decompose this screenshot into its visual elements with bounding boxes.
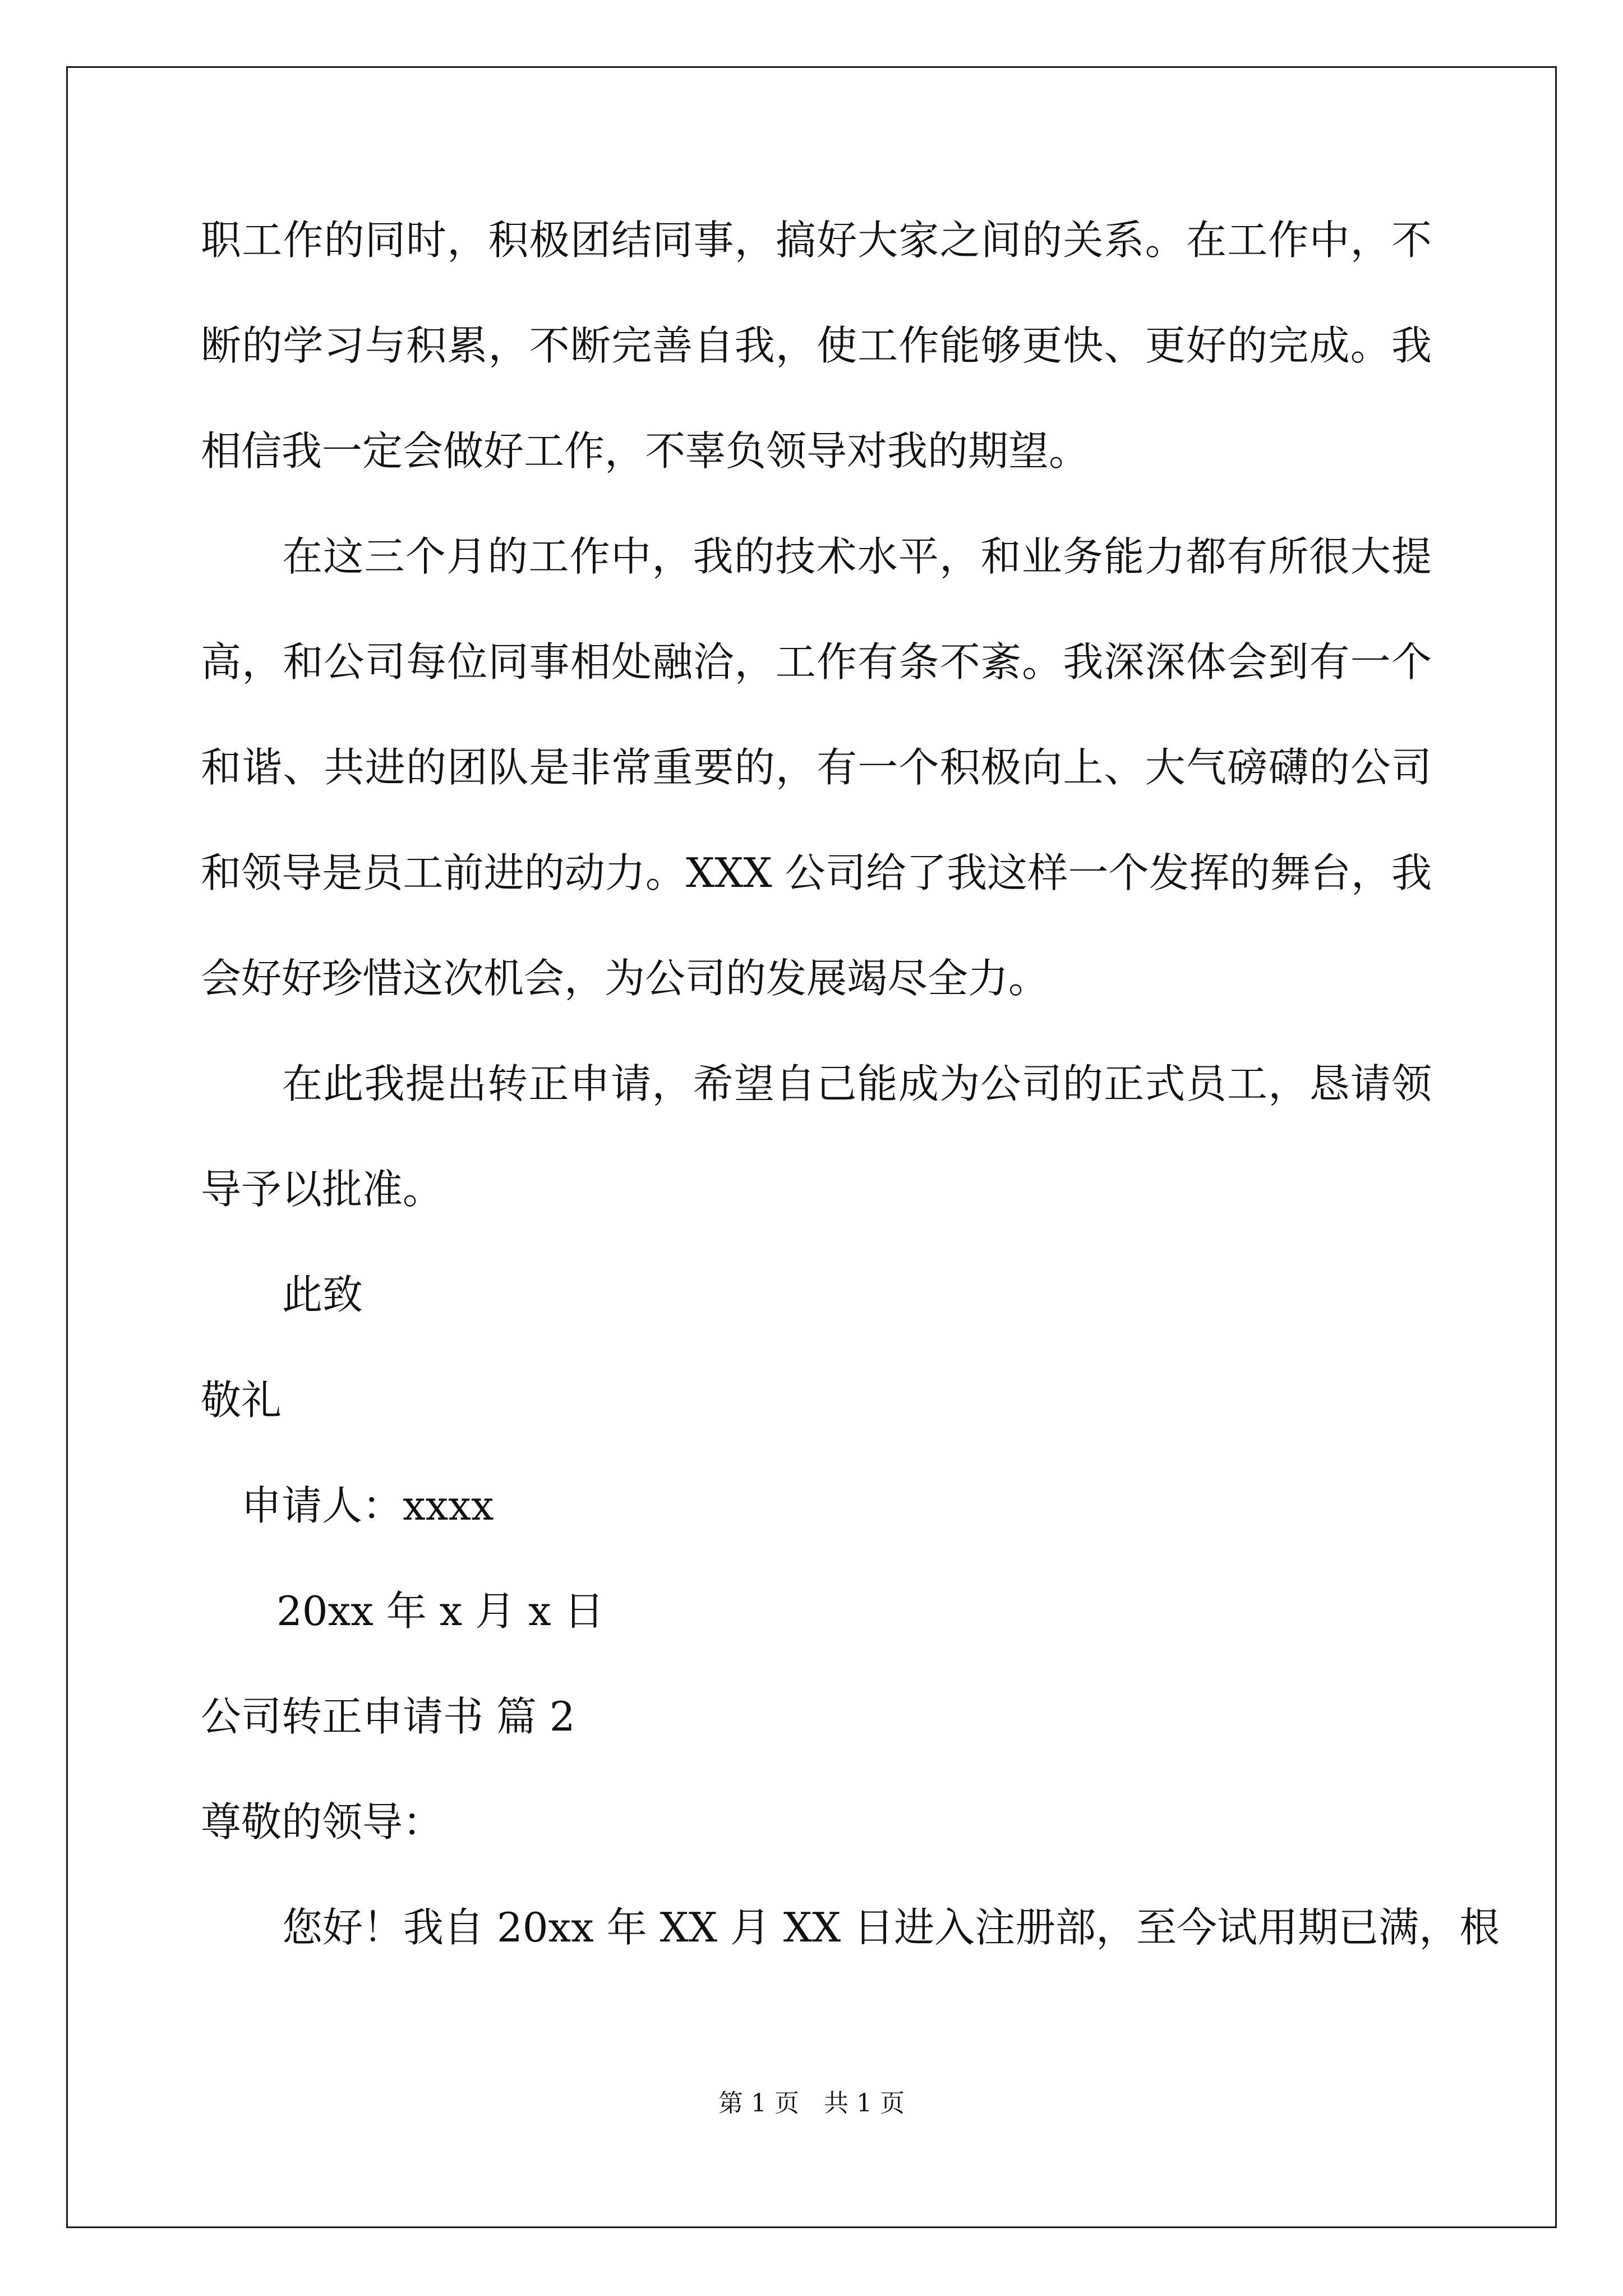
paragraph-line: 和领导是员工前进的动力。XXX 公司给了我这样一个发挥的舞台，我: [201, 849, 1432, 896]
date-line: 20xx 年 x 月 x 日: [276, 1588, 605, 1635]
paragraph-line: 高，和公司每位同事相处融洽，工作有条不紊。我深深体会到有一个: [201, 638, 1432, 685]
paragraph-line: 会好好珍惜这次机会，为公司的发展竭尽全力。: [201, 955, 1049, 1002]
greeting-line: 尊敬的领导：: [201, 1798, 444, 1846]
applicant-line: 申请人：xxxx: [241, 1482, 494, 1529]
page-footer: 第 1 页 共 1 页: [718, 2089, 905, 2118]
section-title: 公司转正申请书 篇 2: [201, 1693, 575, 1740]
paragraph-line: 您好！我自 20xx 年 XX 月 XX 日进入注册部，至今试用期已满，根: [282, 1904, 1500, 1951]
paragraph-line: 断的学习与积累，不断完善自我，使工作能够更快、更好的完成。我: [201, 322, 1432, 369]
paragraph-line: 导予以批准。: [201, 1166, 444, 1213]
paragraph-line: 职工作的同时，积极团结同事，搞好大家之间的关系。在工作中，不: [201, 217, 1432, 264]
paragraph-line: 在这三个月的工作中，我的技术水平，和业务能力都有所很大提: [282, 533, 1432, 580]
paragraph-line: 相信我一定会做好工作，不辜负领导对我的期望。: [201, 427, 1090, 475]
salutation-line: 此致: [282, 1271, 363, 1318]
closing-line: 敬礼: [201, 1377, 282, 1424]
paragraph-line: 和谐、共进的团队是非常重要的，有一个积极向上、大气磅礴的公司: [201, 744, 1432, 791]
paragraph-line: 在此我提出转正申请，希望自己能成为公司的正式员工，恳请领: [282, 1060, 1432, 1107]
